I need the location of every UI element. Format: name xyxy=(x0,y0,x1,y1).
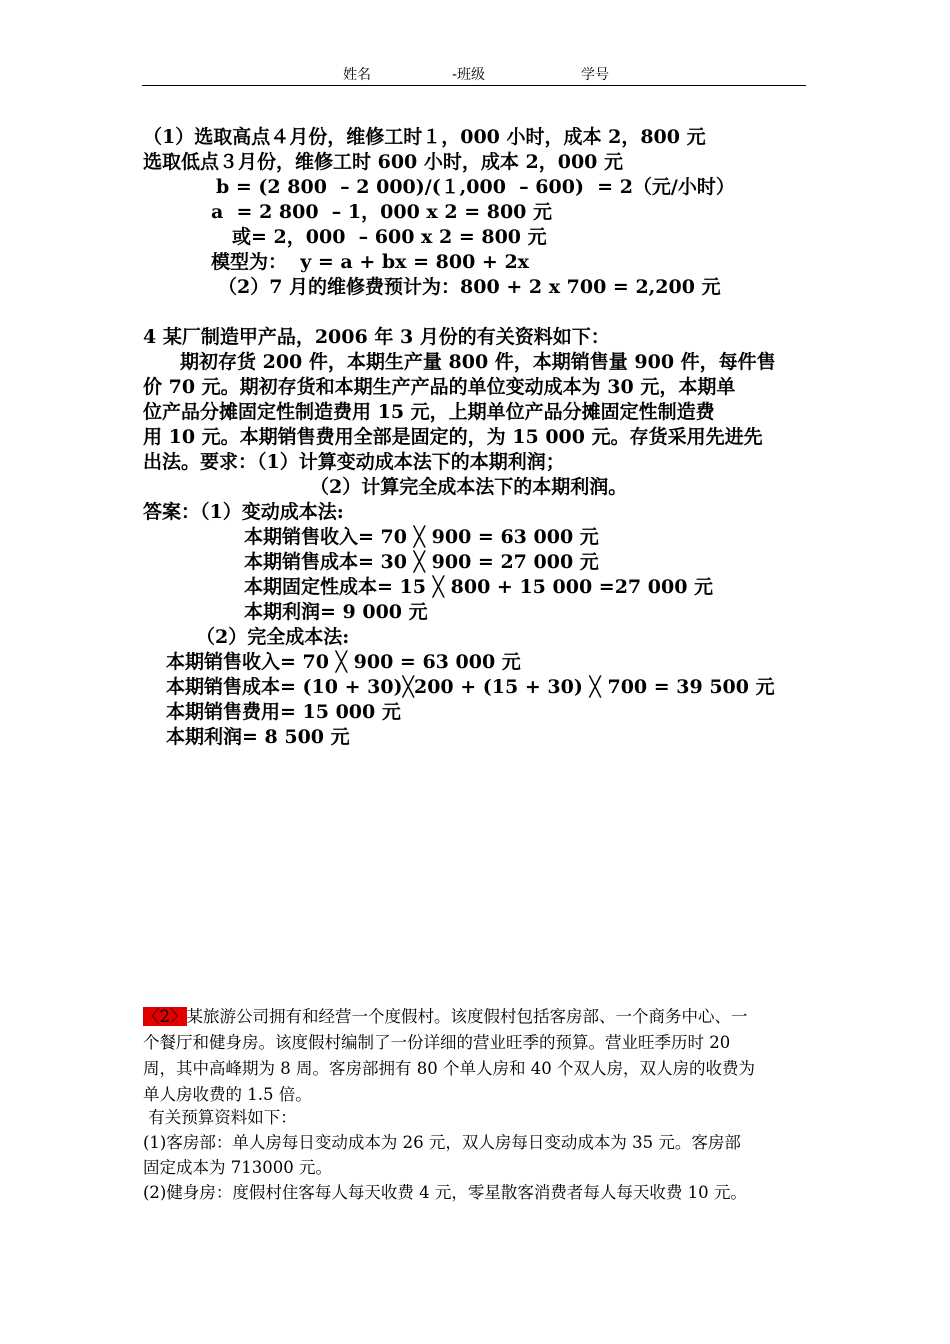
formula-line: a = 2 800 – 1，000 x 2 = 800 元 xyxy=(211,201,552,223)
formula-line: 本期销售收入= 70 ╳ 900 = 63 000 元 xyxy=(166,651,521,673)
formula-line: 本期销售成本= 30 ╳ 900 = 27 000 元 xyxy=(244,551,599,573)
text-line: 有关预算资料如下： xyxy=(143,1108,297,1127)
text-line: (2)健身房：度假村住客每人每天收费 4 元，零星散客消费者每人每天收费 10 元。 xyxy=(143,1183,747,1202)
answer-heading: 答案：（1）变动成本法: xyxy=(143,501,344,523)
name-label: 姓名 xyxy=(343,67,371,83)
formula-line: b = (2 800 – 2 000)/(１,000 – 600) = 2（元/小时） xyxy=(216,176,735,198)
formula-line: 本期利润= 9 000 元 xyxy=(244,601,428,623)
text-line: （2）7 月的维修费预计为：800 + 2 x 700 = 2,200 元 xyxy=(218,276,721,298)
text-line: 周，其中高峰期为 8 周。客房部拥有 80 个单人房和 40 个双人房，双人房的收费为 xyxy=(143,1059,755,1078)
class-label: -班级 xyxy=(452,67,486,83)
text-line: (1)客房部：单人房每日变动成本为 26 元，双人房每日变动成本为 35 元。客房部 xyxy=(143,1133,741,1152)
text-line: 用 10 元。本期销售费用全部是固定的，为 15 000 元。存货采用先进先 xyxy=(143,426,763,448)
formula-line: 本期销售成本= (10 + 30)╳200 + (15 + 30) ╳ 700 = 39 500 元 xyxy=(166,676,775,698)
text-line: 个餐厅和健身房。该度假村编制了一份详细的营业旺季的预算。营业旺季历时 20 xyxy=(143,1033,731,1052)
formula-line: 本期固定性成本= 15 ╳ 800 + 15 000 =27 000 元 xyxy=(244,576,714,598)
answer-subheading: （2）完全成本法: xyxy=(196,626,350,648)
text-line: 选取低点３月份，维修工时 600 小时，成本 2，000 元 xyxy=(143,151,624,173)
text-line: 出法。要求：（1）计算变动成本法下的本期利润； xyxy=(143,451,565,473)
formula-line: 本期利润= 8 500 元 xyxy=(166,726,350,748)
text-line xyxy=(143,1006,748,1028)
formula-line: 本期销售费用= 15 000 元 xyxy=(166,701,401,723)
formula-line: 本期销售收入= 70 ╳ 900 = 63 000 元 xyxy=(244,526,599,548)
text-line: （2）计算完全成本法下的本期利润。 xyxy=(310,476,628,498)
header-rule xyxy=(142,85,806,86)
text-line: 位产品分摊固定性制造费用 15 元，上期单位产品分摊固定性制造费 xyxy=(143,401,715,423)
problem-title: 4 某厂制造甲产品，2006 年 3 月份的有关资料如下： xyxy=(143,326,610,348)
text-line: 期初存货 200 件，本期生产量 800 件，本期销售量 900 件，每件售 xyxy=(180,351,776,373)
text-line: 价 70 元。期初存货和本期生产产品的单位变动成本为 30 元，本期单 xyxy=(143,376,736,398)
text-line: 单人房收费的 1.5 倍。 xyxy=(143,1085,312,1104)
text-line: 固定成本为 713000 元。 xyxy=(143,1158,332,1177)
text-line: （1）选取高点４月份，维修工时１，000 小时，成本 2，800 元 xyxy=(143,126,706,148)
formula-line: 或= 2，000 – 600 x 2 = 800 元 xyxy=(232,226,547,248)
text-segment: 某旅游公司拥有和经营一个度假村。该度假村包括客房部、一个商务中心、一 xyxy=(186,1007,748,1026)
formula-line: 模型为： y = a + bx = 800 + 2x xyxy=(211,251,529,273)
problem-tag: 〈2〉 xyxy=(143,1007,187,1026)
student-id-label: 学号 xyxy=(581,67,609,83)
